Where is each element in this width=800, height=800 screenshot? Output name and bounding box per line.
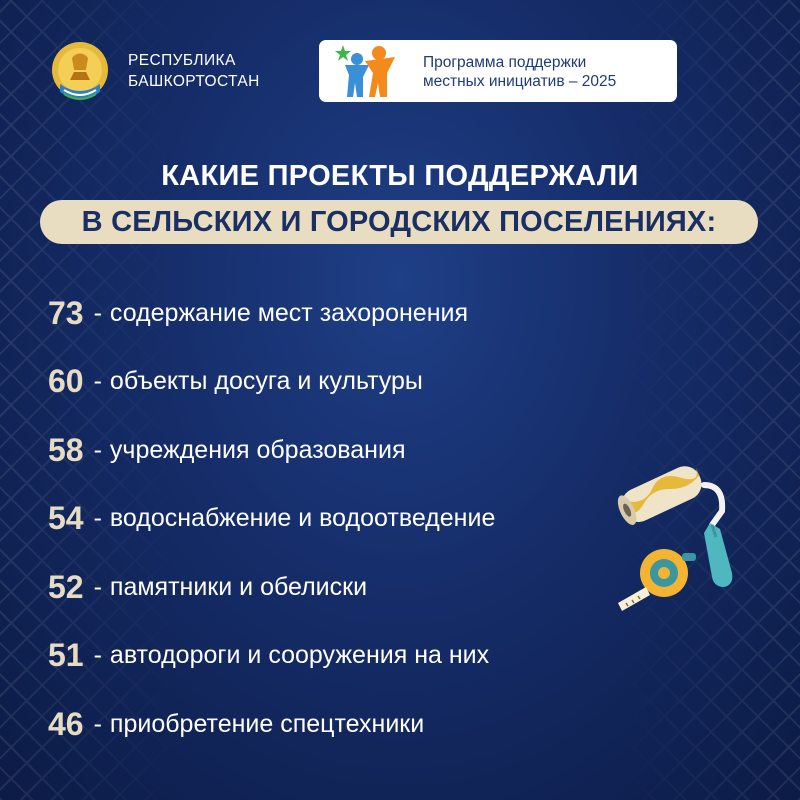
list-item [48,416,495,485]
list-item [48,348,495,417]
list-item [48,553,495,622]
item-count: 73 [48,294,84,331]
item-count: 46 [48,705,84,742]
item-separator: - [93,504,102,533]
item-count: 54 [48,500,84,537]
projects-list [48,279,495,759]
list-item [48,485,495,554]
item-separator: - [93,641,102,670]
item-count: 51 [48,637,84,674]
page-title-line1: КАКИЕ ПРОЕКТЫ ПОДДЕРЖАЛИ [161,160,639,192]
region-name-line2: БАШКОРТОСТАН [128,73,260,90]
program-title [423,53,616,91]
list-item [48,622,495,691]
item-count: 58 [48,431,84,468]
item-separator: - [93,435,102,464]
item-label: памятники и обелиски [109,572,368,601]
item-label: водоснабжение и водоотведение [109,504,496,533]
page-title-line2: В СЕЛЬСКИХ И ГОРОДСКИХ ПОСЕЛЕНИЯХ: [40,200,758,244]
item-label: объекты досуга и культуры [109,367,423,396]
region-name [128,50,260,92]
list-item [48,279,495,348]
item-separator: - [93,298,102,327]
list-item [48,690,495,759]
item-count: 60 [48,363,84,400]
item-count: 52 [48,568,84,605]
paint-roller-and-tape-measure-icon [612,455,760,615]
region-name-line1: РЕСПУБЛИКА [128,52,236,69]
people-with-star-icon [333,43,399,99]
item-separator: - [93,572,102,601]
bashkortostan-emblem-icon [50,40,110,106]
item-separator: - [93,709,102,738]
item-separator: - [93,367,102,396]
program-title-line1: Программа поддержки [423,54,587,71]
program-title-line2: местных инициатив – 2025 [423,73,617,90]
item-label: приобретение спецтехники [109,709,425,738]
item-label: содержание мест захоронения [109,298,469,327]
program-card [319,40,677,102]
item-label: автодороги и сооружения на них [109,641,490,670]
item-label: учреждения образования [109,435,406,464]
